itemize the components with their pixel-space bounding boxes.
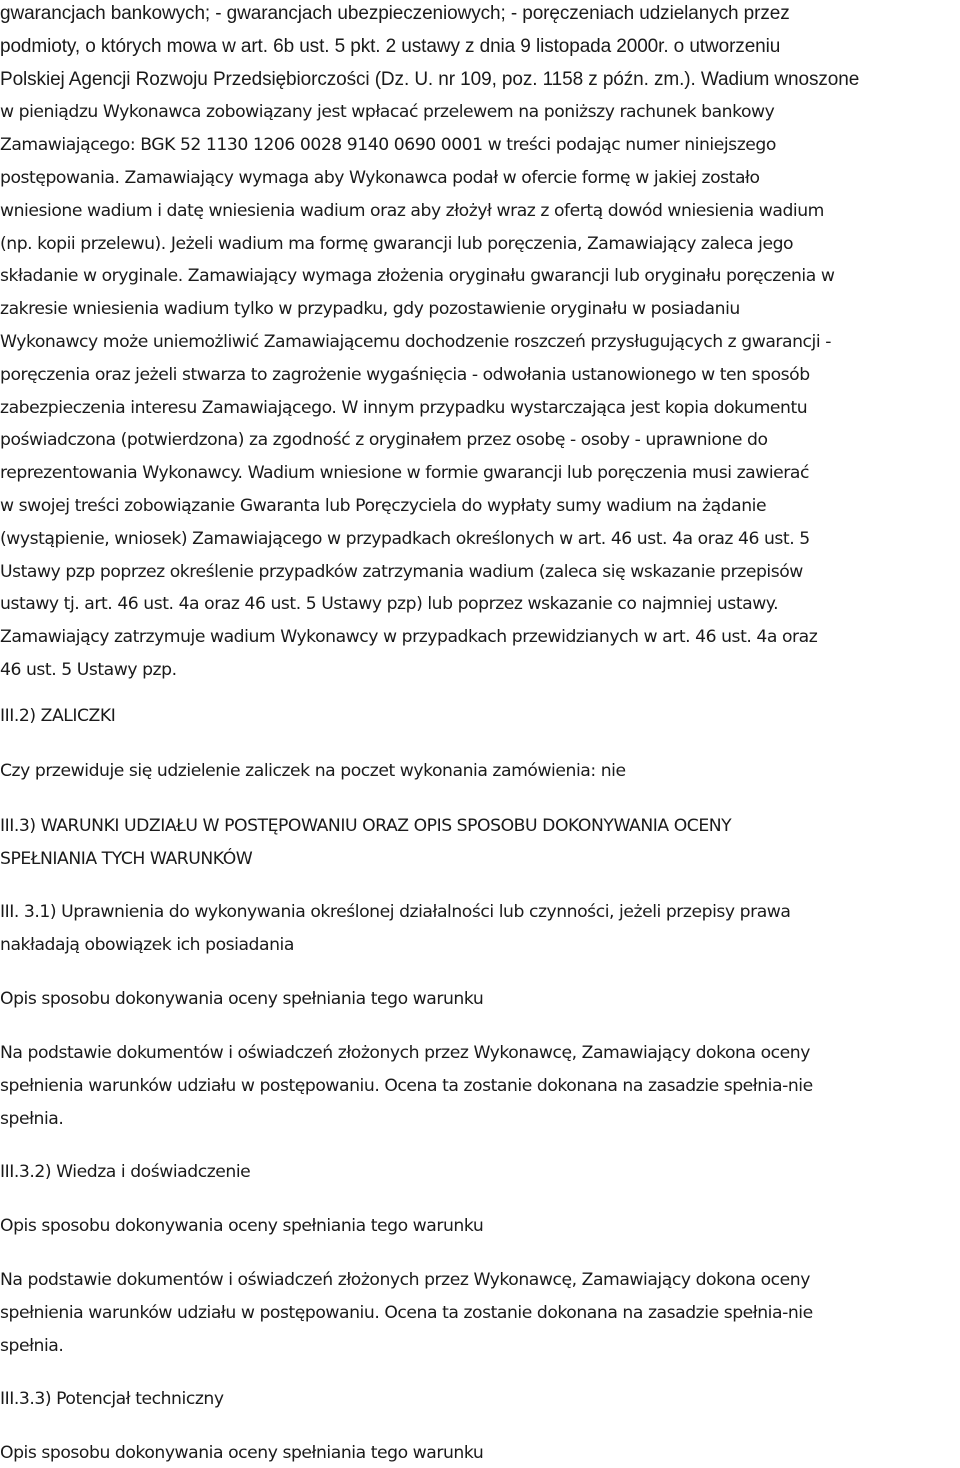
text-3-1: spełnienia warunków udziału w postępowaniu. Ocena ta zostanie dokonana na zasadzie spełnia-nie	[0, 1076, 813, 1096]
wadium-line: (wystąpienie, wniosek) Zamawiającego w przypadkach określonych w art. 46 ust. 4a oraz 46 ust. 5	[0, 528, 810, 549]
opis-sposobu-3-3: Opis sposobu dokonywania oceny spełniania tego warunku	[0, 1443, 484, 1463]
wadium-line: Zamawiającego: BGK 52 1130 1206 0028 9140 0690 0001 w treści podając numer niniejszego	[0, 135, 776, 156]
wadium-line: zakresie wniesienia wadium tylko w przypadku, gdy pozostawienie oryginału w posiadaniu	[0, 299, 740, 320]
section-heading-3-1: III. 3.1) Uprawnienia do wykonywania określonej działalności lub czynności, jeżeli przepisy prawa	[0, 902, 791, 922]
text-3-2: Na podstawie dokumentów i oświadczeń złożonych przez Wykonawcę, Zamawiający dokona oceny	[0, 1270, 810, 1290]
wadium-line: podmioty, o których mowa w art. 6b ust. 5 pkt. 2 ustawy z dnia 9 listopada 2000r. o utworzeniu	[0, 35, 781, 57]
text-3-2: spełnienia warunków udziału w postępowaniu. Ocena ta zostanie dokonana na zasadzie spełnia-nie	[0, 1303, 813, 1323]
wadium-line: zabezpieczenia interesu Zamawiającego. W innym przypadku wystarczająca jest kopia dokumentu	[0, 397, 808, 418]
wadium-line: poświadczona (potwierdzona) za zgodność z oryginałem przez osobę - osoby - uprawnione do	[0, 430, 768, 451]
wadium-line: (np. kopii przelewu). Jeżeli wadium ma formę gwarancji lub poręczenia, Zamawiający zaleca jego	[0, 233, 794, 254]
wadium-line: Ustawy pzp poprzez określenie przypadków zatrzymania wadium (zaleca się wskazanie przepisów	[0, 561, 803, 582]
wadium-line: reprezentowania Wykonawcy. Wadium wniesione w formie gwarancji lub poręczenia musi zawierać	[0, 463, 809, 484]
wadium-line: Polskiej Agencji Rozwoju Przedsiębiorczości (Dz. U. nr 109, poz. 1158 z późn. zm.). Wadium wnoszone	[0, 68, 860, 90]
wadium-line: w pieniądzu Wykonawca zobowiązany jest wpłacać przelewem na poniższy rachunek bankowy	[0, 102, 775, 123]
opis-sposobu-3-1: Opis sposobu dokonywania oceny spełniania tego warunku	[0, 989, 484, 1009]
wadium-line: postępowania. Zamawiający wymaga aby Wykonawca podał w ofercie formę w jakiej zostało	[0, 168, 760, 188]
section-heading-warunki: III.3) WARUNKI UDZIAŁU W POSTĘPOWANIU ORAZ OPIS SPOSOBU DOKONYWANIA OCENY	[0, 816, 732, 836]
wadium-line: Zamawiający zatrzymuje wadium Wykonawcy w przypadkach przewidzianych w art. 46 ust. 4a oraz	[0, 627, 818, 648]
opis-sposobu-3-2: Opis sposobu dokonywania oceny spełniania tego warunku	[0, 1216, 484, 1236]
wadium-line: składanie w oryginale. Zamawiający wymaga złożenia oryginału gwarancji lub oryginału poręczenia w	[0, 266, 835, 287]
section-heading-zaliczki: III.2) ZALICZKI	[0, 706, 116, 726]
section-heading-3-1: nakładają obowiązek ich posiadania	[0, 935, 294, 955]
text-3-1: Na podstawie dokumentów i oświadczeń złożonych przez Wykonawcę, Zamawiający dokona oceny	[0, 1043, 810, 1063]
section-heading-3-3: III.3.3) Potencjał techniczny	[0, 1389, 224, 1409]
text-3-2: spełnia.	[0, 1336, 64, 1356]
section-heading-3-2: III.3.2) Wiedza i doświadczenie	[0, 1162, 251, 1182]
wadium-line: poręczenia oraz jeżeli stwarza to zagrożenie wygaśnięcia - odwołania ustanowionego w ten sposób	[0, 364, 810, 385]
text-3-1: spełnia.	[0, 1109, 64, 1129]
wadium-line: w swojej treści zobowiązanie Gwaranta lub Poręczyciela do wypłaty sumy wadium na żądanie	[0, 496, 767, 516]
wadium-line: gwarancjach bankowych; - gwarancjach ubezpieczeniowych; - poręczeniach udzielanych przez	[0, 3, 790, 24]
wadium-line: ustawy tj. art. 46 ust. 4a oraz 46 ust. 5 Ustawy pzp) lub poprzez wskazanie co najmniej ustawy.	[0, 594, 779, 615]
section-heading-warunki: SPEŁNIANIA TYCH WARUNKÓW	[0, 849, 253, 869]
wadium-line: Wykonawcy może uniemożliwić Zamawiającemu dochodzenie roszczeń przysługujących z gwarancji -	[0, 332, 831, 352]
wadium-line: wniesione wadium i datę wniesienia wadium oraz aby złożył wraz z ofertą dowód wniesienia wadium	[0, 200, 824, 221]
wadium-line: 46 ust. 5 Ustawy pzp.	[0, 660, 177, 680]
zaliczki-text: Czy przewiduje się udzielenie zaliczek na poczet wykonania zamówienia: nie	[0, 761, 626, 781]
